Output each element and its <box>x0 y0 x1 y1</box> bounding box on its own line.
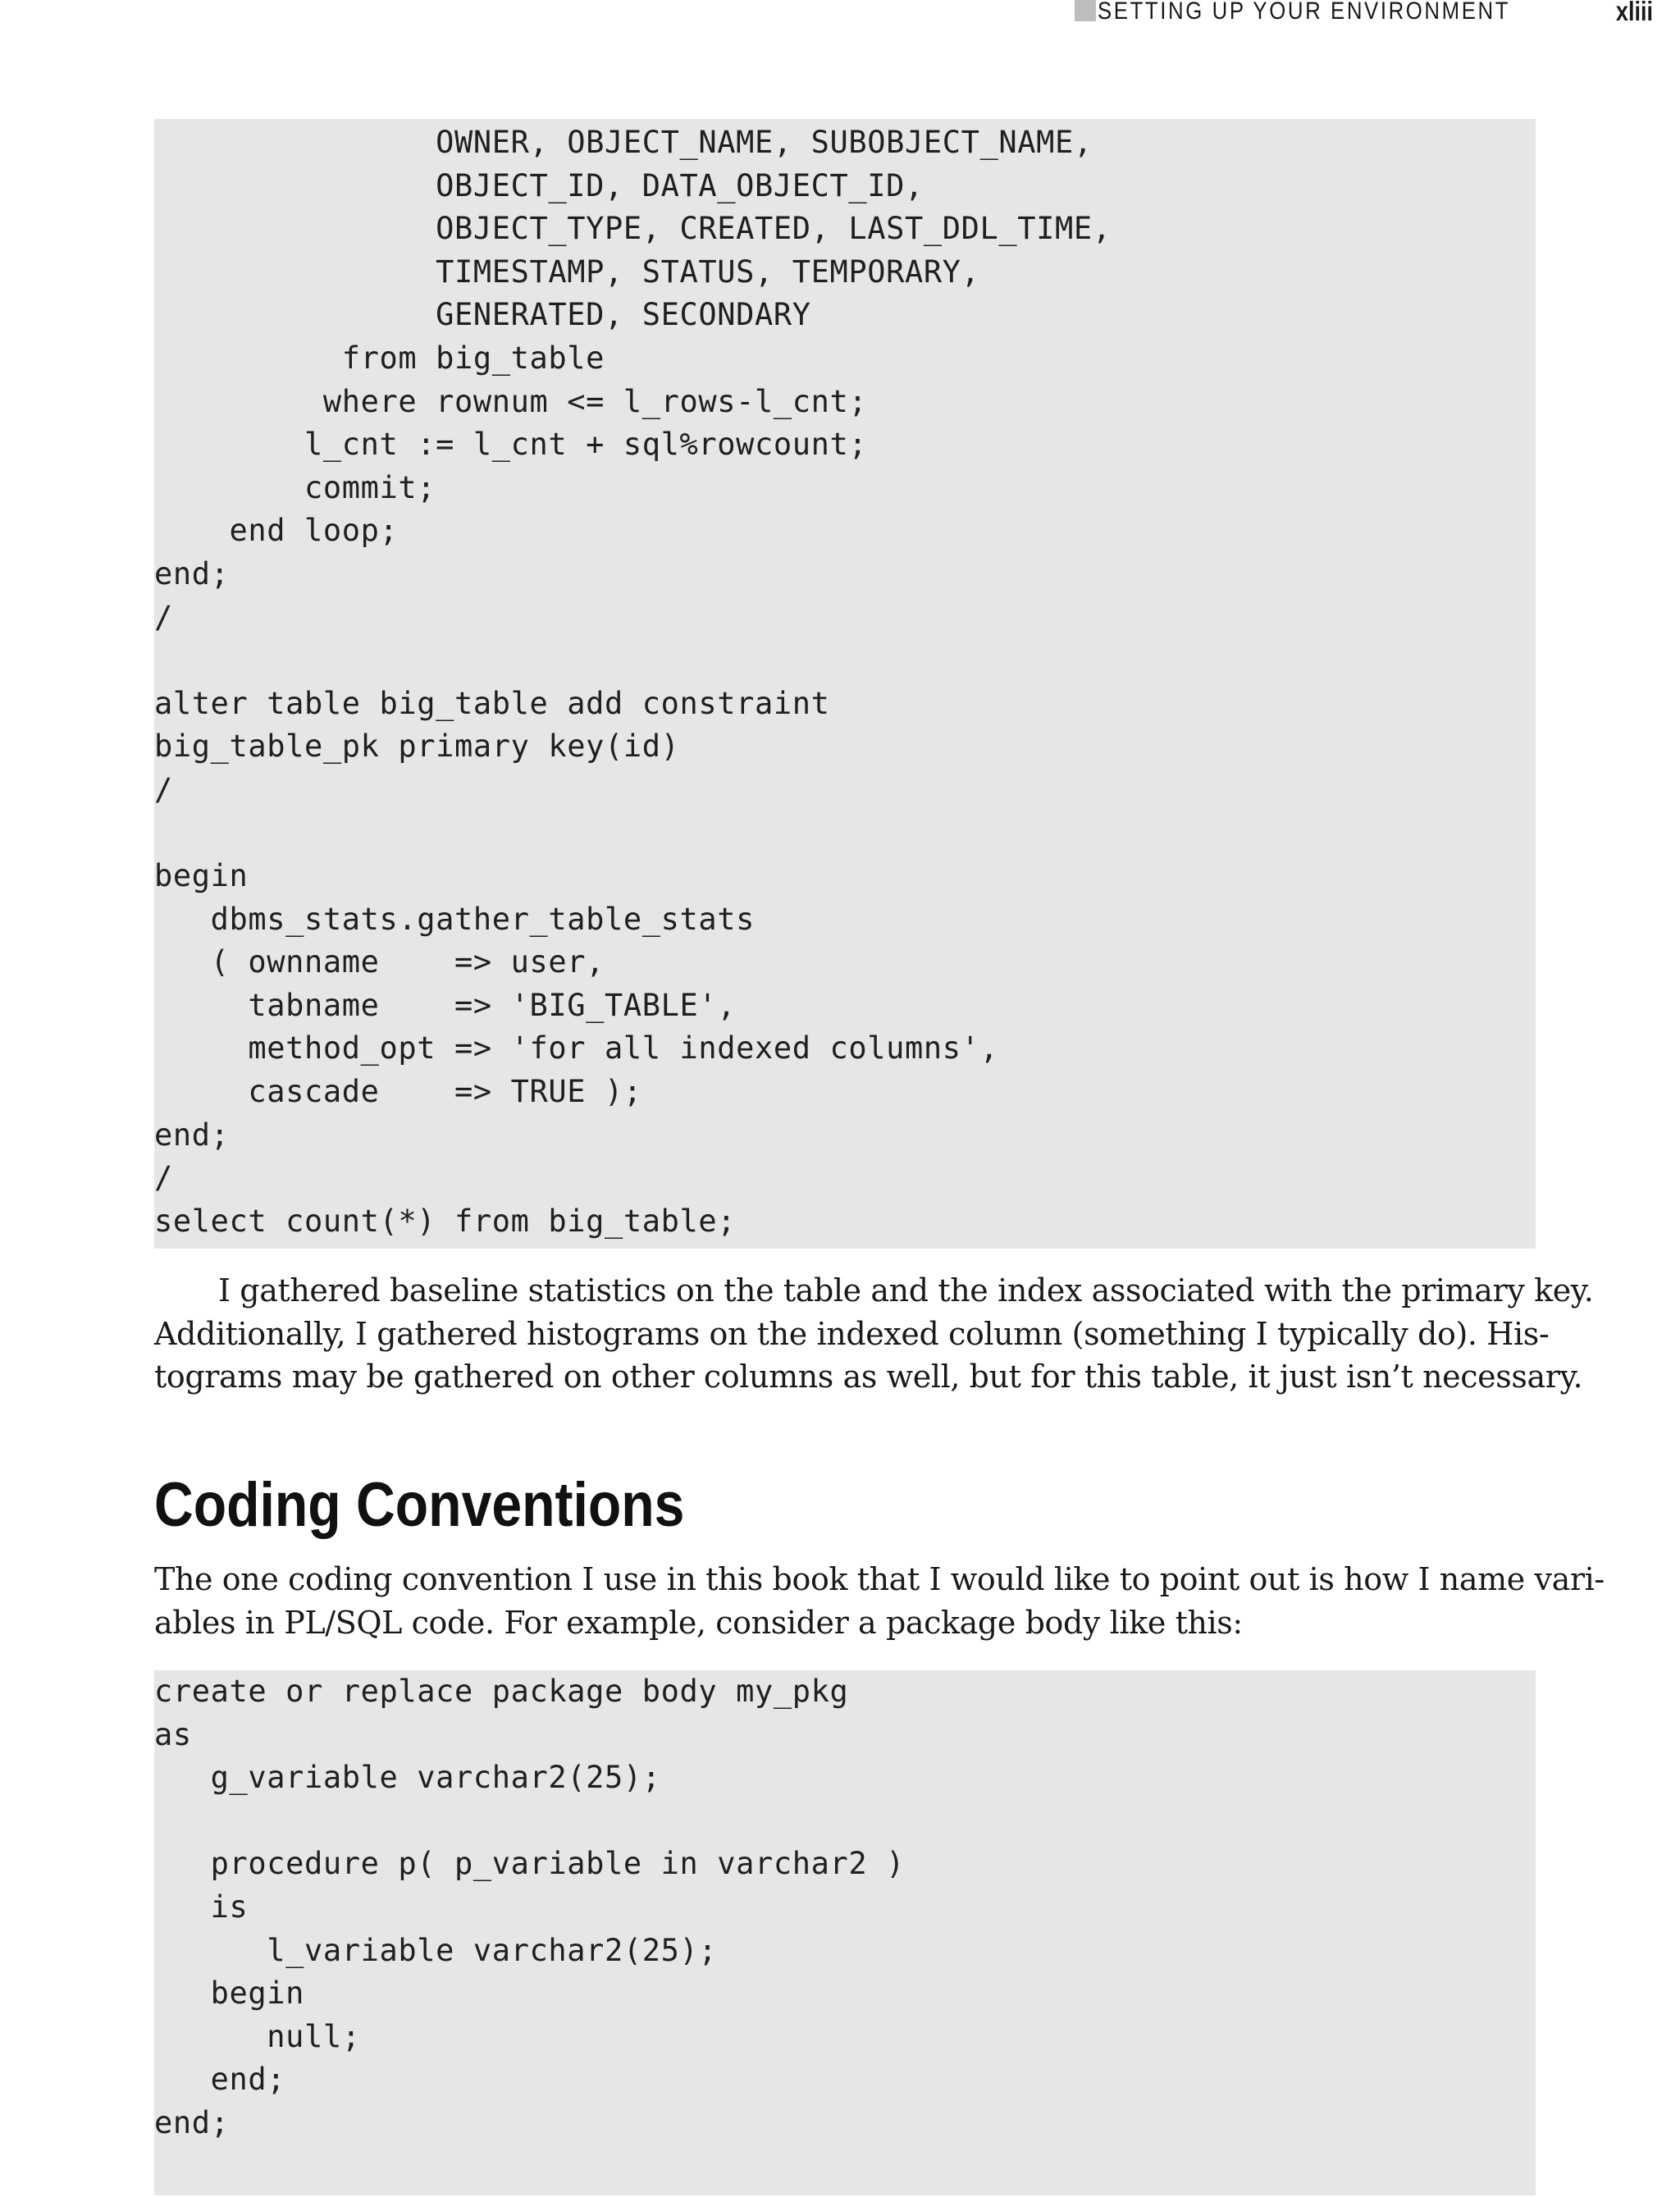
code-listing-1: OWNER, OBJECT_NAME, SUBOBJECT_NAME, OBJECT_ID, DATA_OBJECT_ID, OBJECT_TYPE, CREATED, LAST_DDL_TIME, TIMESTAMP, STATUS, TEMPORARY, GENERATED, SECONDARY from big_table where rownum <= l_rows-l_cnt; l_cnt := l_cnt + sql%rowcount; commit; end loop; end; / alter table big_table add constraint big_table_pk primary key(id) / begin dbms_stats.gather_table_stats ( ownname => user, tabname => 'BIG_TABLE', method_opt => 'for all indexed columns', cascade => TRUE ); end; / select count(*) from big_table; <box>154 125 1112 1239</box>
paragraph-line: Additionally, I gathered histograms on the indexed column (something I typically do). His- <box>154 1315 1550 1352</box>
section-heading: Coding Conventions <box>154 1470 685 1540</box>
paragraph-line: tograms may be gathered on other columns as well, but for this table, it just isn’t necessary. <box>154 1359 1583 1395</box>
paragraph-statistics <box>154 1269 1594 1399</box>
paragraph-line: I gathered baseline statistics on the table and the index associated with the primary key. <box>218 1272 1594 1309</box>
paragraph-line: The one coding convention I use in this book that I would like to point out is how I name vari- <box>154 1561 1605 1597</box>
paragraph-coding-convention <box>154 1558 1605 1644</box>
running-head <box>1075 0 1653 26</box>
page-number: xliii <box>1615 0 1653 26</box>
running-head-title: SETTING UP YOUR ENVIRONMENT <box>1098 0 1511 25</box>
code-block-package-body <box>154 1670 1536 2195</box>
code-listing-2: create or replace package body my_pkg as g_variable varchar2(25); procedure p( p_variable in varchar2 ) is l_variable varchar2(25); begin null; end; end; <box>154 1674 906 2140</box>
code-block-big-table-load <box>154 119 1536 1249</box>
paragraph-line: ables in PL/SQL code. For example, consider a package body like this: <box>154 1604 1243 1641</box>
running-head-marker <box>1075 0 1096 21</box>
